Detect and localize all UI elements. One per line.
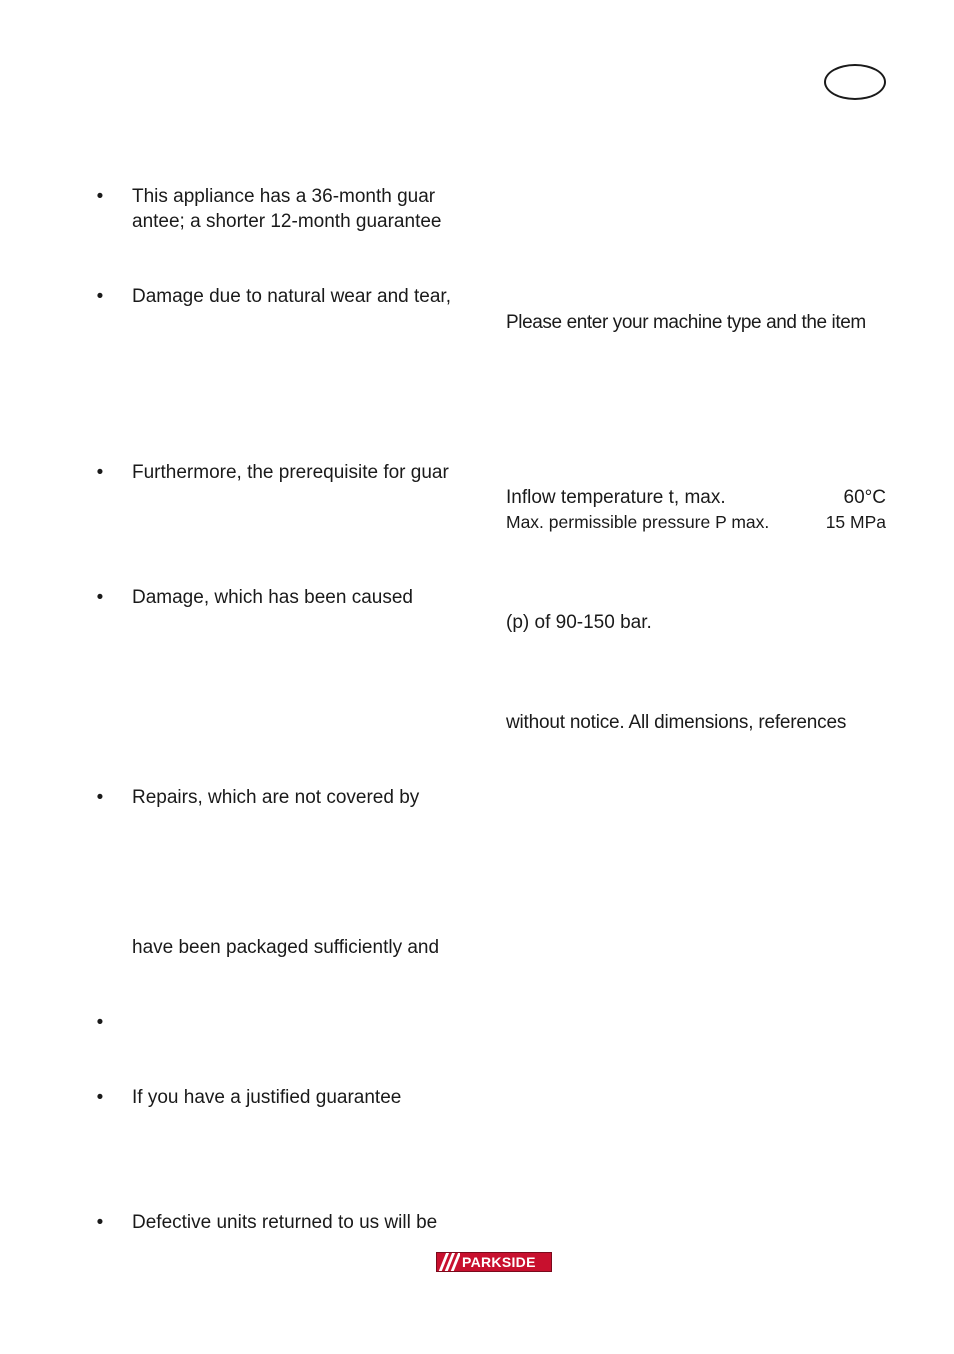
spec-row-inflow-temperature	[506, 485, 886, 510]
guarantee-period-text-cont: antee; a shorter 12-month guarantee	[132, 211, 442, 232]
guarantee-period-text: This appliance has a 36-month guar	[132, 186, 436, 207]
spec-label: Max. permissible pressure P max.	[506, 512, 770, 532]
bullet: •	[96, 1087, 104, 1108]
bullet: •	[96, 286, 104, 307]
spec-row-max-pressure	[506, 510, 886, 535]
wear-and-tear-text: Damage due to natural wear and tear,	[132, 286, 451, 307]
logo-wordmark: PARKSIDE	[462, 1254, 536, 1270]
bullet: •	[96, 787, 104, 808]
pressure-range-text: (p) of 90-150 bar.	[506, 612, 652, 633]
defective-units-text: Defective units returned to us will be	[132, 1212, 438, 1233]
parkside-logo	[436, 1252, 552, 1272]
spec-label: Inflow temperature t, max.	[506, 487, 726, 508]
item-number-prompt: Please enter your machine type and the item	[506, 312, 866, 333]
bullet: •	[96, 1212, 104, 1233]
bullet: •	[96, 462, 104, 483]
packaging-text: have been packaged sufficiently and	[132, 937, 440, 958]
country-code-oval	[824, 64, 886, 100]
bullet: •	[96, 1012, 104, 1033]
bullet: •	[96, 186, 104, 207]
spec-value: 60°C	[843, 487, 886, 508]
notice-text: without notice. All dimensions, references	[506, 712, 847, 733]
repairs-text: Repairs, which are not covered by	[132, 787, 420, 808]
damage-caused-text: Damage, which has been caused	[132, 587, 413, 608]
bullet: •	[96, 587, 104, 608]
justified-guarantee-text: If you have a justified guarantee	[132, 1087, 402, 1108]
guarantee-prerequisite-text: Furthermore, the prerequisite for guar	[132, 462, 449, 483]
spec-value: 15 MPa	[825, 512, 886, 532]
